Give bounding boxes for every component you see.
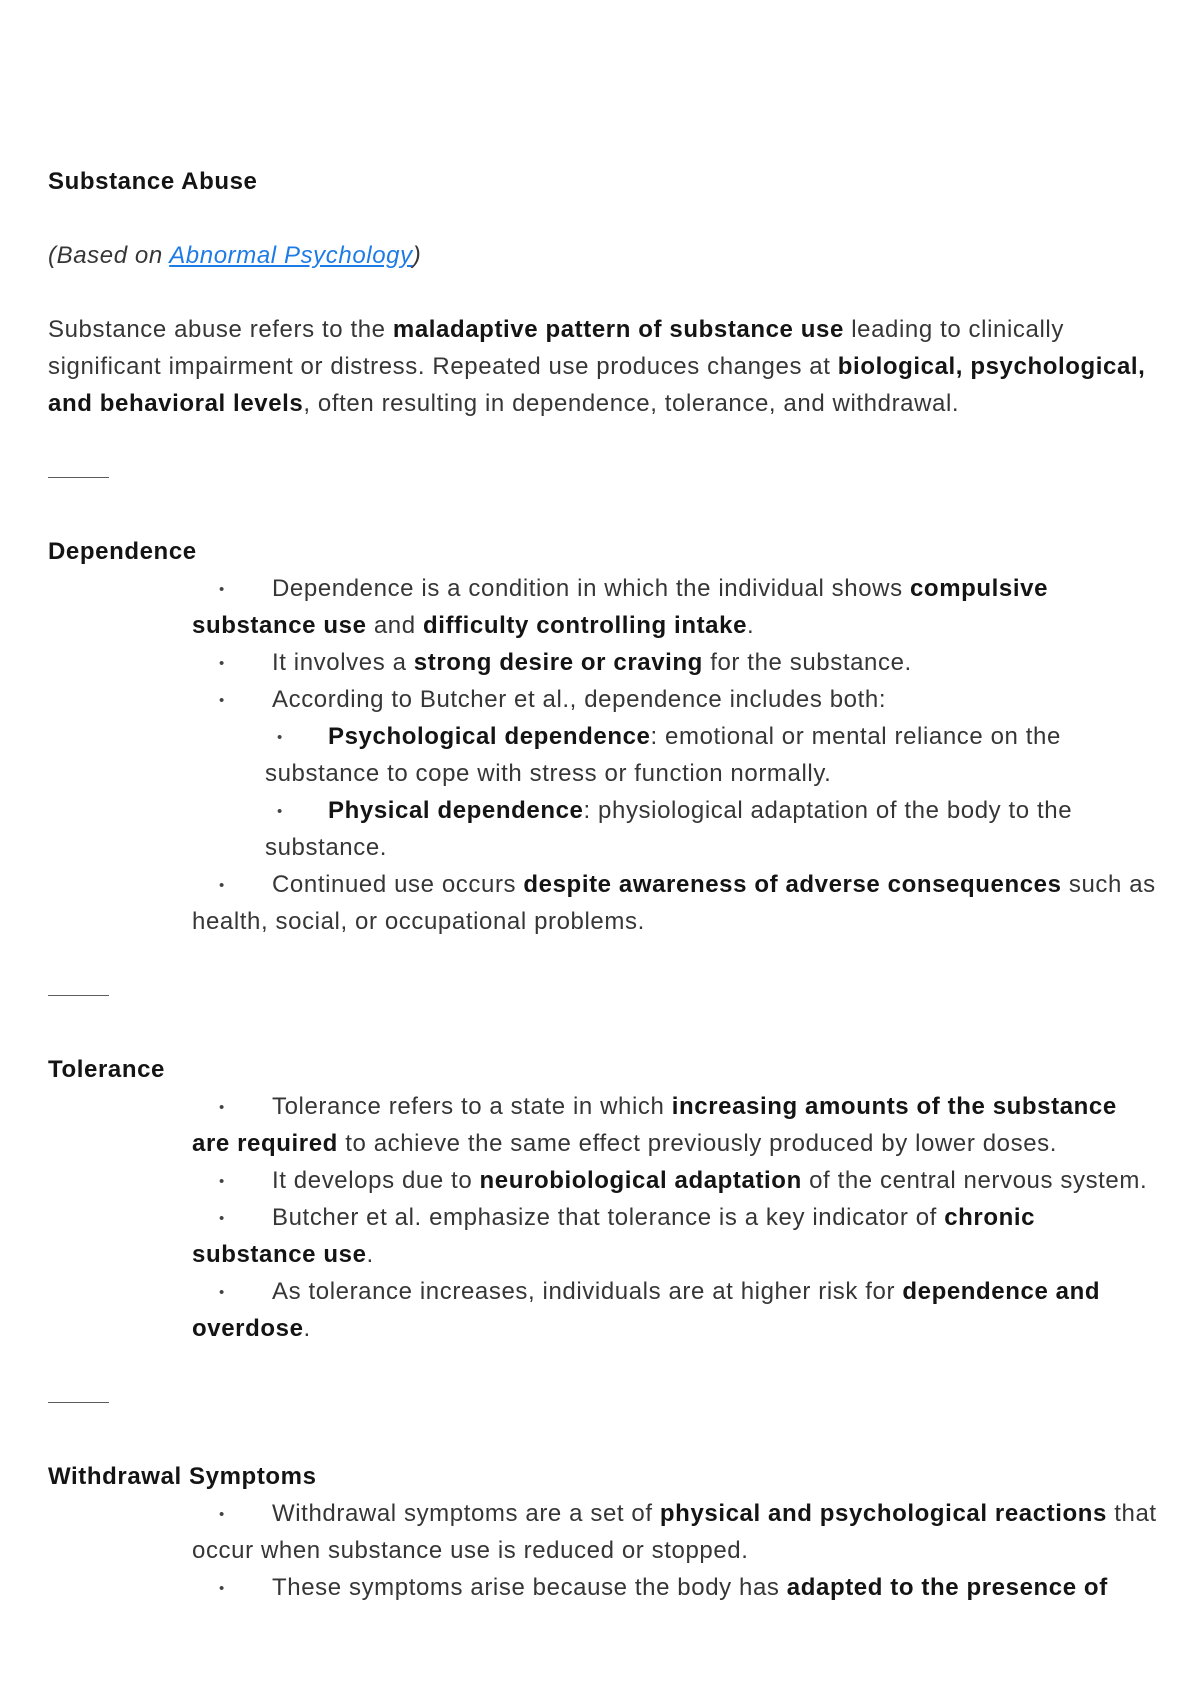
list-item — [0, 1162, 1200, 1199]
section-heading: Withdrawal Symptoms — [48, 1463, 317, 1490]
emphasis-run: and behavioral levels — [48, 390, 304, 417]
emphasis-run: physical and psychological reactions — [659, 1500, 1107, 1527]
text-run: Substance abuse refers to the — [48, 316, 393, 343]
list-item-group — [0, 681, 1200, 866]
emphasis-run: Psychological dependence — [328, 723, 651, 750]
bullet-icon — [219, 656, 272, 672]
bullet-icon — [219, 1581, 272, 1597]
text-run: Dependence is a condition in which the individual shows — [272, 575, 910, 602]
bullet-icon — [277, 804, 328, 820]
list-item — [0, 1569, 1200, 1606]
bullet-icon — [219, 1507, 272, 1523]
emphasis-run: compulsive — [909, 575, 1049, 602]
text-run: . — [303, 1315, 311, 1342]
bullet-icon — [219, 1174, 272, 1190]
text-run: . — [747, 612, 755, 639]
text-run: substance. — [265, 834, 388, 861]
source-suffix: ) — [412, 242, 422, 269]
emphasis-run: substance use — [192, 612, 367, 639]
section-tolerance — [0, 1051, 1200, 1347]
text-run: health, social, or occupational problems. — [192, 908, 645, 935]
text-run: that — [1107, 1500, 1157, 1527]
text-run: , often resulting in dependence, tolerance, and withdrawal. — [303, 390, 960, 417]
bullet-icon — [219, 1100, 272, 1116]
text-run: substance to cope with stress or function normally. — [265, 760, 832, 787]
text-run: : emotional or mental reliance on the — [650, 723, 1061, 750]
text-run: leading to clinically — [843, 316, 1064, 343]
text-run: and — [366, 612, 423, 639]
bullet-icon — [219, 693, 272, 709]
source-prefix: (Based on — [48, 242, 170, 269]
bullet-icon — [219, 582, 272, 598]
text-run: These symptoms arise because the body has — [272, 1574, 787, 1601]
bullet-list — [0, 1495, 1200, 1606]
emphasis-run: despite awareness of adverse consequences — [523, 871, 1062, 898]
intro-paragraph — [0, 311, 1200, 422]
document-title: Substance Abuse — [48, 168, 258, 195]
text-run: It involves a — [272, 649, 414, 676]
section-divider — [48, 977, 1200, 1014]
section-heading: Tolerance — [48, 1056, 165, 1083]
bullet-icon — [219, 1285, 272, 1301]
text-run: According to Butcher et al., dependence includes both: — [272, 686, 887, 713]
list-item — [0, 1088, 1200, 1162]
emphasis-run: biological, psychological, — [837, 353, 1146, 380]
section-withdrawal-symptoms — [0, 1458, 1200, 1606]
emphasis-run: adapted to the presence of — [786, 1574, 1108, 1601]
bullet-list — [0, 1088, 1200, 1347]
divider-line — [48, 1402, 109, 1403]
bullet-icon — [219, 878, 272, 894]
text-run: Tolerance refers to a state in which — [272, 1093, 672, 1120]
bullet-icon — [277, 730, 328, 746]
list-item — [0, 866, 1200, 940]
emphasis-run: Physical dependence — [328, 797, 584, 824]
list-item — [0, 681, 1200, 718]
section-heading: Dependence — [48, 538, 197, 565]
sub-list-item — [0, 792, 1200, 866]
text-run: of the central nervous system. — [801, 1167, 1148, 1194]
list-item — [0, 1199, 1200, 1273]
list-item — [0, 570, 1200, 644]
text-run: . — [366, 1241, 374, 1268]
text-run: to achieve the same effect previously produced by lower doses. — [337, 1130, 1058, 1157]
sub-list-item — [0, 718, 1200, 792]
emphasis-run: increasing amounts of the substance — [671, 1093, 1117, 1120]
text-run: As tolerance increases, individuals are at higher risk for — [272, 1278, 903, 1305]
text-run: such as — [1061, 871, 1156, 898]
source-link[interactable]: Abnormal Psychology — [169, 242, 413, 269]
emphasis-run: neurobiological adaptation — [479, 1167, 802, 1194]
text-run: Withdrawal symptoms are a set of — [272, 1500, 660, 1527]
section-divider — [48, 1384, 1200, 1421]
text-run: significant impairment or distress. Repeated use produces changes at — [48, 353, 838, 380]
emphasis-run: are required — [192, 1130, 338, 1157]
list-item — [0, 1273, 1200, 1347]
emphasis-run: chronic — [944, 1204, 1036, 1231]
emphasis-run: maladaptive pattern of substance use — [392, 316, 844, 343]
text-run: Butcher et al. emphasize that tolerance is a key indicator of — [272, 1204, 945, 1231]
section-divider — [48, 459, 1200, 496]
emphasis-run: overdose — [192, 1315, 304, 1342]
emphasis-run: dependence and — [902, 1278, 1101, 1305]
source-citation — [0, 237, 1200, 274]
list-item — [0, 1495, 1200, 1569]
section-dependence — [0, 533, 1200, 940]
text-run: It develops due to — [272, 1167, 480, 1194]
list-item — [0, 644, 1200, 681]
emphasis-run: difficulty controlling intake — [422, 612, 748, 639]
text-run: Continued use occurs — [272, 871, 524, 898]
text-run: for the substance. — [702, 649, 912, 676]
text-run: occur when substance use is reduced or stopped. — [192, 1537, 749, 1564]
emphasis-run: substance use — [192, 1241, 367, 1268]
emphasis-run: strong desire or craving — [413, 649, 703, 676]
divider-line — [48, 477, 109, 478]
bullet-list — [0, 570, 1200, 940]
text-run: : physiological adaptation of the body to the — [583, 797, 1073, 824]
bullet-icon — [219, 1211, 272, 1227]
divider-line — [48, 995, 109, 996]
sub-bullet-list — [0, 718, 1200, 866]
